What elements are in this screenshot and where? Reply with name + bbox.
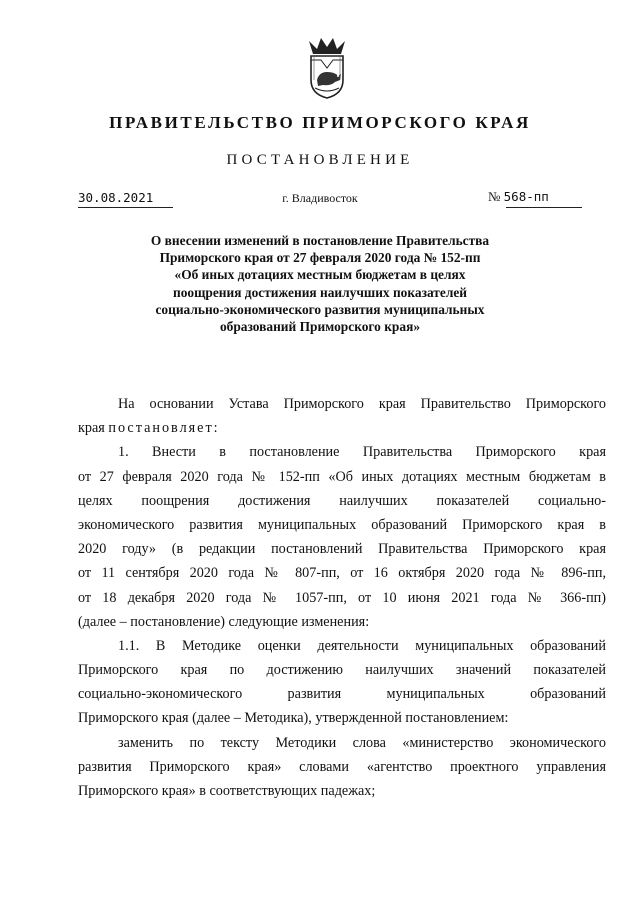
body-line: На основании Устава Приморского края Правительство Приморского	[118, 396, 606, 412]
body-line: Приморского края (далее – Методика), утвержденной постановлением:	[78, 710, 509, 727]
body-line: от 27 февраля 2020 года № 152-пп «Об иных дотациях местным бюджетам в	[78, 468, 606, 485]
document-city: г. Владивосток	[282, 191, 358, 205]
document-type: ПОСТАНОВЛЕНИЕ	[226, 152, 414, 168]
body-line: от 18 декабря 2020 года № 1057-пп, от 10 июня 2021 года № 366-пп)	[78, 589, 606, 606]
document-body	[78, 392, 606, 803]
body-line: 1.1. В Методике оценки деятельности муниципальных образований	[118, 637, 606, 654]
government-title: ПРАВИТЕЛЬСТВО ПРИМОРСКОГО КРАЯ	[109, 113, 531, 132]
body-text: края	[78, 420, 105, 437]
body-line: заменить по тексту Методики слова «министерство экономического	[118, 734, 606, 751]
body-line: экономического развития муниципальных образований Приморского края в	[78, 516, 606, 533]
body-line: от 11 сентября 2020 года № 807-пп, от 16 октября 2020 года № 896-пп,	[78, 565, 606, 582]
body-line	[78, 416, 606, 440]
date-underline	[78, 207, 173, 208]
body-line: 2020 году» (в редакции постановлений Правительства Приморского края	[78, 541, 606, 558]
number-value: 568-пп	[503, 189, 549, 204]
body-line: развития Приморского края» словами «агентство проектного управления	[78, 758, 606, 775]
document-date: 30.08.2021	[78, 190, 154, 205]
document-number	[488, 189, 549, 205]
body-text-spaced: постановляет:	[108, 420, 220, 437]
body-line: социально-экономического развития муниципальных образований	[78, 686, 606, 703]
body-line: 1. Внести в постановление Правительства Приморского края	[118, 444, 606, 461]
document-subject: О внесении изменений в постановление Правительства Приморского края от 27 февраля 2020 года № 152-пп «Об иных дотациях местным бюджетам в целях поощрения достижения наилучших показателей социально-экономического развития муниципальных образований Приморского края»	[150, 233, 490, 335]
body-line: Приморского края» в соответствующих падежах;	[78, 783, 376, 799]
coat-of-arms-icon	[305, 36, 349, 100]
body-line: целях поощрения достижения наилучших показателей социально-	[78, 492, 606, 509]
body-line: (далее – постановление) следующие изменения:	[78, 613, 370, 630]
number-prefix: №	[488, 189, 501, 204]
body-line: Приморского края по достижению наилучших значений показателей	[78, 662, 606, 679]
number-underline	[506, 207, 582, 208]
